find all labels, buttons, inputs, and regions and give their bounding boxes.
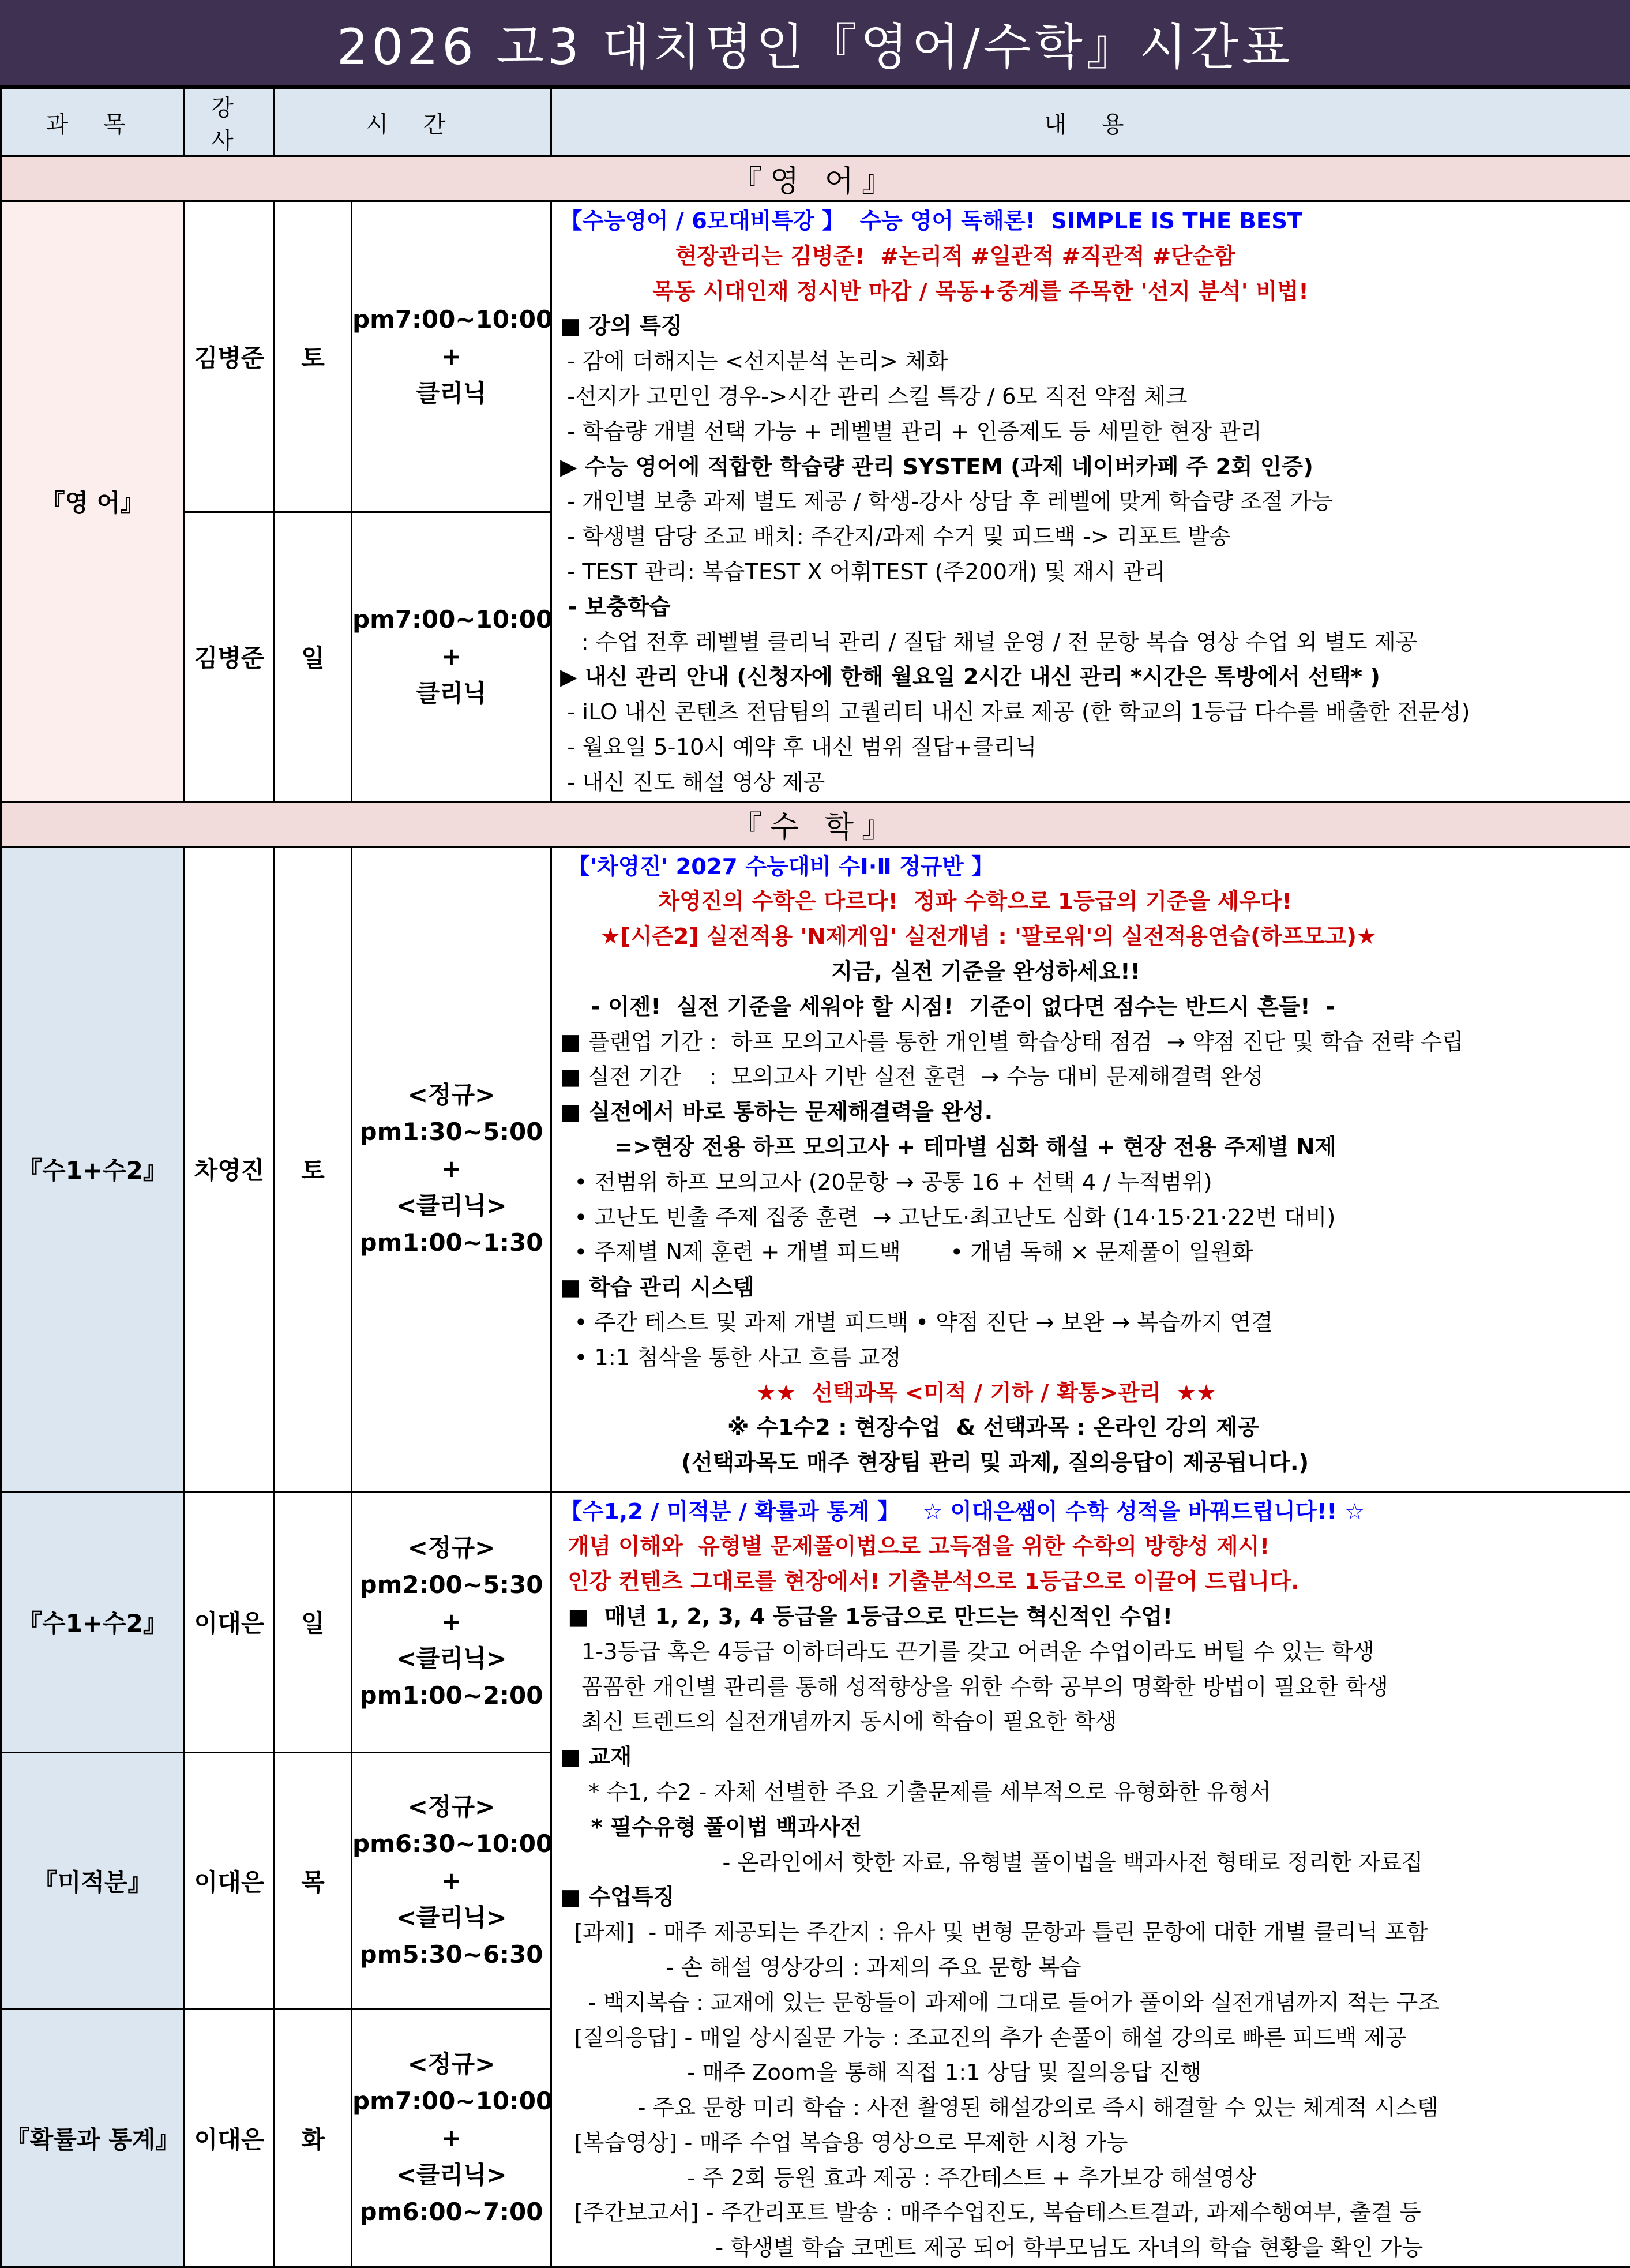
content-line: - 매주 Zoom을 통해 직접 1:1 상담 및 질의응답 진행 [560, 2056, 1624, 2091]
content-line: [주간보고서] - 주간리포트 발송 : 매주수업진도, 복습테스트결과, 과제수행여부, 출결 등 [560, 2196, 1624, 2231]
content-line: 【'차영진' 2027 수능대비 수Ⅰ·Ⅱ 정규반 】 [560, 850, 1624, 885]
time-line: + [352, 1862, 550, 1899]
time-line: pm1:00~2:00 [352, 1677, 550, 1714]
section-english [1, 156, 1630, 201]
english-row-1 [1, 201, 1630, 512]
content-line: • 고난도 빈출 주제 집중 훈련 → 고난도·최고난도 심화 (14·15·21·22번 대비) [560, 1201, 1624, 1236]
content-line: [과제] - 매주 제공되는 주간지 : 유사 및 변형 문항과 틀린 문항에 대한 개별 클리닉 포함 [560, 1915, 1624, 1951]
content-line: • 주제별 N제 훈련 + 개별 피드백 • 개념 독해 × 문제풀이 일원화 [560, 1235, 1624, 1270]
class-time [352, 846, 551, 1491]
time-line: <정규> [352, 2046, 550, 2083]
section-math [1, 801, 1630, 846]
english-subject: 『영 어』 [1, 201, 185, 802]
content-line: * 필수유형 풀이법 백과사전 [560, 1810, 1624, 1846]
time-clinic: 클리닉 [352, 375, 550, 412]
header-content: 내 용 [551, 89, 1630, 156]
content-line: ★★ 선택과목 <미적 / 기하 / 확통>관리 ★★ [560, 1376, 1624, 1411]
time-line: pm1:30~5:00 [352, 1114, 550, 1150]
content-line: 차영진의 수학은 다르다! 정파 수학으로 1등급의 기준을 세우다! [560, 884, 1624, 920]
class-time [352, 1753, 551, 2010]
english-content-lines [560, 204, 1624, 801]
content-line: 【수1,2 / 미적분 / 확률과 통계 】 ☆ 이대은쌤이 수학 성적을 바꿔드립니다!! ☆ [560, 1495, 1624, 1530]
content-line: * 수1, 수2 - 자체 선별한 주요 기출문제를 세부적으로 유형화한 유형서 [560, 1775, 1624, 1810]
time-line: <클리닉> [352, 1899, 550, 1936]
content-line: ■ 실전 기간 : 모의고사 기반 실전 훈련 → 수능 대비 문제해결력 완성 [560, 1060, 1624, 1095]
class-day: 토 [275, 846, 352, 1491]
content-line: - iLO 내신 콘텐츠 전담팀의 고퀄리티 내신 자료 제공 (한 학교의 1등급 다수를 배출한 전문성) [560, 695, 1624, 730]
math-row-2 [1, 1491, 1630, 1753]
time-line: <클리닉> [352, 1640, 550, 1677]
content-line: • 주간 테스트 및 과제 개별 피드백 • 약점 진단 → 보완 → 복습까지 연결 [560, 1306, 1624, 1341]
content-line: -선지가 고민인 경우->시간 관리 스킬 특강 / 6모 직전 약점 체크 [560, 380, 1624, 415]
math-content-1 [551, 846, 1630, 1491]
content-line: ■ 플랜업 기간 : 하프 모의고사를 통한 개인별 학습상태 점검 → 약점 진단 및 학습 전략 수립 [560, 1025, 1624, 1060]
content-line: • 1:1 첨삭을 통한 사고 흐름 교정 [560, 1341, 1624, 1376]
content-line: - 학생별 담당 조교 배치: 주간지/과제 수거 및 피드백 -> 리포트 발송 [560, 520, 1624, 555]
class-day: 목 [275, 1753, 352, 2010]
time-line: + [352, 1603, 550, 1640]
content-line: [질의응답] - 매일 상시질문 가능 : 조교진의 추가 손풀이 해설 강의로 빠른 피드백 제공 [560, 2021, 1624, 2056]
content-line: - TEST 관리: 복습TEST X 어휘TEST (주200개) 및 재시 관리 [560, 555, 1624, 590]
content-line: - 학생별 학습 코멘트 제공 되어 학부모님도 자녀의 학습 현황을 확인 가능 [560, 2231, 1624, 2266]
content-line: ■ 실전에서 바로 통하는 문제해결력을 완성. [560, 1095, 1624, 1130]
content-line: ■ 강의 특징 [560, 309, 1624, 344]
content-line: - 개인별 보충 과제 별도 제공 / 학생-강사 상담 후 레벨에 맞게 학습량 조절 가능 [560, 485, 1624, 520]
class-time [352, 1491, 551, 1753]
class-day: 일 [275, 512, 352, 801]
content-line: ▶ 내신 관리 안내 (신청자에 한해 월요일 2시간 내신 관리 *시간은 톡방에서 선택* ) [560, 660, 1624, 695]
content-line: [복습영상] - 매주 수업 복습용 영상으로 무제한 시청 가능 [560, 2126, 1624, 2161]
math-row-1 [1, 846, 1630, 1491]
content-line: 【수능영어 / 6모대비특강 】 수능 영어 독해론! SIMPLE IS THE BEST [560, 204, 1624, 239]
math-subject: 『미적분』 [1, 1753, 185, 2010]
content-line: - 감에 더해지는 <선지분석 논리> 체화 [560, 344, 1624, 380]
section-english-label: 『영 어』 [1, 156, 1630, 201]
time-plus: + [352, 338, 550, 375]
time-line: pm7:00~10:00 [352, 2083, 550, 2120]
content-line: ■ 매년 1, 2, 3, 4 등급을 1등급으로 만드는 혁신적인 수업! [560, 1600, 1624, 1635]
content-line: - 온라인에서 핫한 자료, 유형별 풀이법을 백과사전 형태로 정리한 자료집 [560, 1846, 1624, 1881]
class-day: 화 [275, 2010, 352, 2267]
class-time [352, 2010, 551, 2267]
time-plus: + [352, 638, 550, 675]
content-line: ■ 교재 [560, 1740, 1624, 1775]
time-line: <정규> [352, 1789, 550, 1825]
time-line: <정규> [352, 1530, 550, 1566]
header-time: 시 간 [275, 89, 551, 156]
english-content [551, 201, 1630, 802]
content-line: 최신 트렌드의 실전개념까지 동시에 학습이 필요한 학생 [560, 1705, 1624, 1740]
content-line: - 이젠! 실전 기준을 세워야 할 시점! 기준이 없다면 점수는 반드시 흔들! - [560, 990, 1624, 1025]
content-line: - 내신 진도 해설 영상 제공 [560, 766, 1624, 801]
teacher-name: 이대은 [185, 1491, 275, 1753]
time-line: <정규> [352, 1077, 550, 1114]
content-line: - 주요 문항 미리 학습 : 사전 촬영된 해설강의로 즉시 해결할 수 있는 체계적 시스템 [560, 2091, 1624, 2126]
page-title: 2026 고3 대치명인『영어/수학』시간표 [0, 0, 1630, 88]
class-day: 일 [275, 1491, 352, 1753]
class-day: 토 [275, 201, 352, 512]
content-line: 인강 컨텐츠 그대로를 현장에서! 기출분석으로 1등급으로 이끌어 드립니다. [560, 1565, 1624, 1600]
teacher-name: 차영진 [185, 846, 275, 1491]
math-content-1-lines [560, 850, 1624, 1481]
header-subject: 과 목 [1, 89, 185, 156]
time-line: pm5:30~6:30 [352, 1936, 550, 1973]
class-time [352, 201, 551, 512]
content-line: ▶ 수능 영어에 적합한 학습량 관리 SYSTEM (과제 네이버카페 주 2회 인증) [560, 450, 1624, 485]
content-line: 현장관리는 김병준! #논리적 #일관적 #직관적 #단순함 [560, 239, 1624, 275]
teacher-name: 이대은 [185, 1753, 275, 2010]
content-line: 1-3등급 혹은 4등급 이하더라도 끈기를 갖고 어려운 수업이라도 버틸 수 있는 학생 [560, 1635, 1624, 1670]
teacher-name: 이대은 [185, 2010, 275, 2267]
time-clinic: 클리닉 [352, 675, 550, 712]
content-line: - 백지복습 : 교재에 있는 문항들이 과제에 그대로 들어가 풀이와 실전개념까지 적는 구조 [560, 1986, 1624, 2021]
math-subject: 『수1+수2』 [1, 846, 185, 1491]
time-line: + [352, 1150, 550, 1187]
content-line: 개념 이해와 유형별 문제풀이법으로 고득점을 위한 수학의 방향성 제시! [560, 1530, 1624, 1565]
content-line: (선택과목도 매주 현장팀 관리 및 과제, 질의응답이 제공됩니다.) [560, 1446, 1624, 1481]
class-time [352, 512, 551, 801]
math-subject: 『확률과 통계』 [1, 2010, 185, 2267]
content-line: 꼼꼼한 개인별 관리를 통해 성적향상을 위한 수학 공부의 명확한 방법이 필요한 학생 [560, 1670, 1624, 1705]
time-line: pm2:00~5:30 [352, 1566, 550, 1603]
timetable [0, 88, 1630, 2268]
content-line: ★[시즌2] 실전적용 'N제게임' 실전개념 : '팔로워'의 실전적용연습(하프모고)★ [560, 920, 1624, 955]
content-line: - 주 2회 등원 효과 제공 : 주간테스트 + 추가보강 해설영상 [560, 2161, 1624, 2196]
section-math-label: 『수 학』 [1, 801, 1630, 846]
content-line: 지금, 실전 기준을 완성하세요!! [560, 955, 1624, 990]
time-line: pm6:00~7:00 [352, 2194, 550, 2230]
time-regular: pm7:00~10:00 [352, 301, 550, 338]
content-line: - 학습량 개별 선택 가능 + 레벨별 관리 + 인증제도 등 세밀한 현장 관리 [560, 415, 1624, 450]
content-line: - 손 해설 영상강의 : 과제의 주요 문항 복습 [560, 1951, 1624, 1986]
content-line: • 전범위 하프 모의고사 (20문항 → 공통 16 + 선택 4 / 누적범위) [560, 1165, 1624, 1201]
teacher-name: 김병준 [185, 512, 275, 801]
time-line: + [352, 2120, 550, 2157]
time-line: pm6:30~10:00 [352, 1825, 550, 1862]
content-line: - 보충학습 [560, 590, 1624, 625]
content-line: ■ 수업특징 [560, 1880, 1624, 1915]
content-line: =>현장 전용 하프 모의고사 + 테마별 심화 해설 + 현장 전용 주제별 N제 [560, 1130, 1624, 1165]
content-line: ※ 수1수2 : 현장수업 & 선택과목 : 온라인 강의 제공 [560, 1411, 1624, 1446]
content-line: ■ 학습 관리 시스템 [560, 1270, 1624, 1306]
header-teacher: 강 사 [185, 89, 275, 156]
content-line: : 수업 전후 레벨별 클리닉 관리 / 질답 채널 운영 / 전 문항 복습 영상 수업 외 별도 제공 [560, 625, 1624, 661]
time-line: pm1:00~1:30 [352, 1224, 550, 1261]
time-regular: pm7:00~10:00 [352, 601, 550, 638]
math-content-2-lines [560, 1495, 1624, 2267]
math-subject: 『수1+수2』 [1, 1491, 185, 1753]
math-content-2 [551, 1491, 1630, 2267]
time-line: <클리닉> [352, 1187, 550, 1224]
time-line: <클리닉> [352, 2157, 550, 2194]
content-line: - 월요일 5-10시 예약 후 내신 범위 질답+클리닉 [560, 730, 1624, 766]
teacher-name: 김병준 [185, 201, 275, 512]
header-row [1, 89, 1630, 156]
content-line: 목동 시대인재 정시반 마감 / 목동+중계를 주목한 '선지 분석' 비법! [560, 275, 1624, 310]
